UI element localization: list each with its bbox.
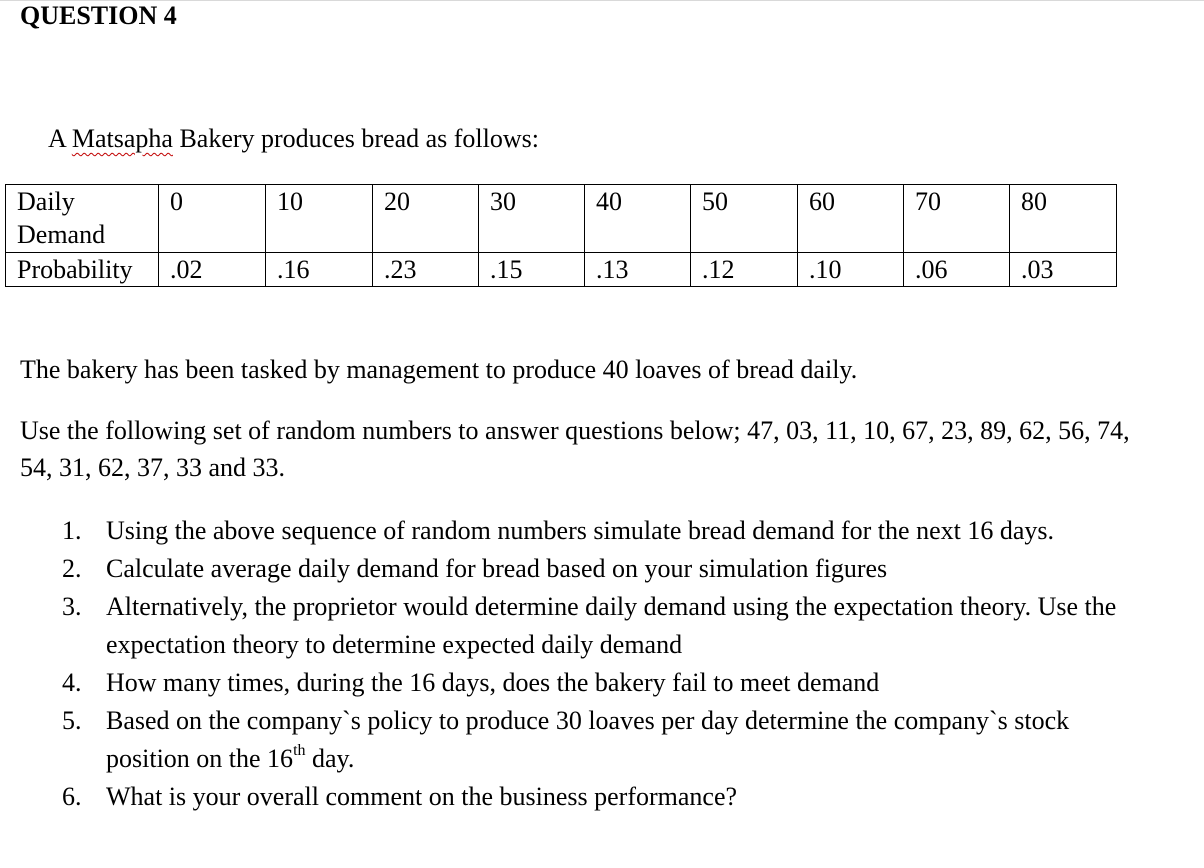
- demand-cell: 20: [373, 185, 479, 253]
- question-title: QUESTION 4: [20, 1, 177, 30]
- probability-cell: .02: [159, 253, 266, 287]
- demand-cell: 30: [479, 185, 585, 253]
- demand-probability-table: [5, 184, 1117, 287]
- probability-cell: .16: [266, 253, 373, 287]
- intro-prefix: A: [48, 124, 72, 153]
- question-number: 2.: [62, 554, 82, 583]
- demand-cell: 80: [1010, 185, 1117, 253]
- daily-demand-label: Daily Demand: [6, 185, 159, 253]
- question-item: [0, 550, 1140, 588]
- demand-cell: 10: [266, 185, 373, 253]
- question-text: What is your overall comment on the business performance?: [106, 782, 738, 811]
- probability-cell: .13: [585, 253, 691, 287]
- probability-row: [6, 253, 1117, 287]
- random-numbers-paragraph: Use the following set of random numbers to answer questions below; 47, 03, 11, 10, 67, 23, 89, 62, 56, 74, 54, 31, 62, 37, 33 and 33.: [20, 416, 1130, 482]
- daily-demand-row: [6, 185, 1117, 253]
- probability-cell: .06: [904, 253, 1010, 287]
- question-text: Alternatively, the proprietor would determine daily demand using the expectation theory. Use the expectation theory to determine expected daily demand: [106, 592, 1117, 659]
- probability-label: Probability: [6, 253, 159, 287]
- demand-cell: 50: [691, 185, 798, 253]
- question-item: [0, 702, 1140, 778]
- question-number: 1.: [62, 516, 82, 545]
- question-text: How many times, during the 16 days, does the bakery fail to meet demand: [106, 668, 880, 697]
- demand-cell: 0: [159, 185, 266, 253]
- probability-cell: .12: [691, 253, 798, 287]
- demand-cell: 60: [798, 185, 904, 253]
- demand-cell: 40: [585, 185, 691, 253]
- intro-suffix: Bakery produces bread as follows:: [172, 124, 539, 153]
- probability-cell: .15: [479, 253, 585, 287]
- question-item: [0, 512, 1140, 550]
- question-number: 4.: [62, 668, 82, 697]
- demand-cell: 70: [904, 185, 1010, 253]
- probability-cell: .03: [1010, 253, 1117, 287]
- question-text: Calculate average daily demand for bread based on your simulation figures: [106, 554, 888, 583]
- question-item: [0, 588, 1140, 664]
- question-number: 5.: [62, 706, 82, 735]
- task-paragraph: The bakery has been tasked by management to produce 40 loaves of bread daily.: [20, 355, 858, 384]
- top-border: [0, 0, 1204, 1]
- probability-cell: .23: [373, 253, 479, 287]
- question-number: 6.: [62, 782, 82, 811]
- question-text-end: day.: [305, 744, 355, 773]
- ordinal-superscript: th: [293, 742, 306, 760]
- question-item: [0, 664, 1140, 702]
- question-list: [0, 512, 1140, 816]
- company-name-spellcheck: Matsapha: [71, 124, 173, 153]
- question-number: 3.: [62, 592, 82, 621]
- intro-sentence: [48, 123, 539, 155]
- question-text: Using the above sequence of random numbers simulate bread demand for the next 16 days.: [106, 516, 1054, 545]
- probability-cell: .10: [798, 253, 904, 287]
- question-text: Based on the company`s policy to produce 30 loaves per day determine the company`s stock position on the 16: [106, 706, 1070, 773]
- question-item: [0, 778, 1140, 816]
